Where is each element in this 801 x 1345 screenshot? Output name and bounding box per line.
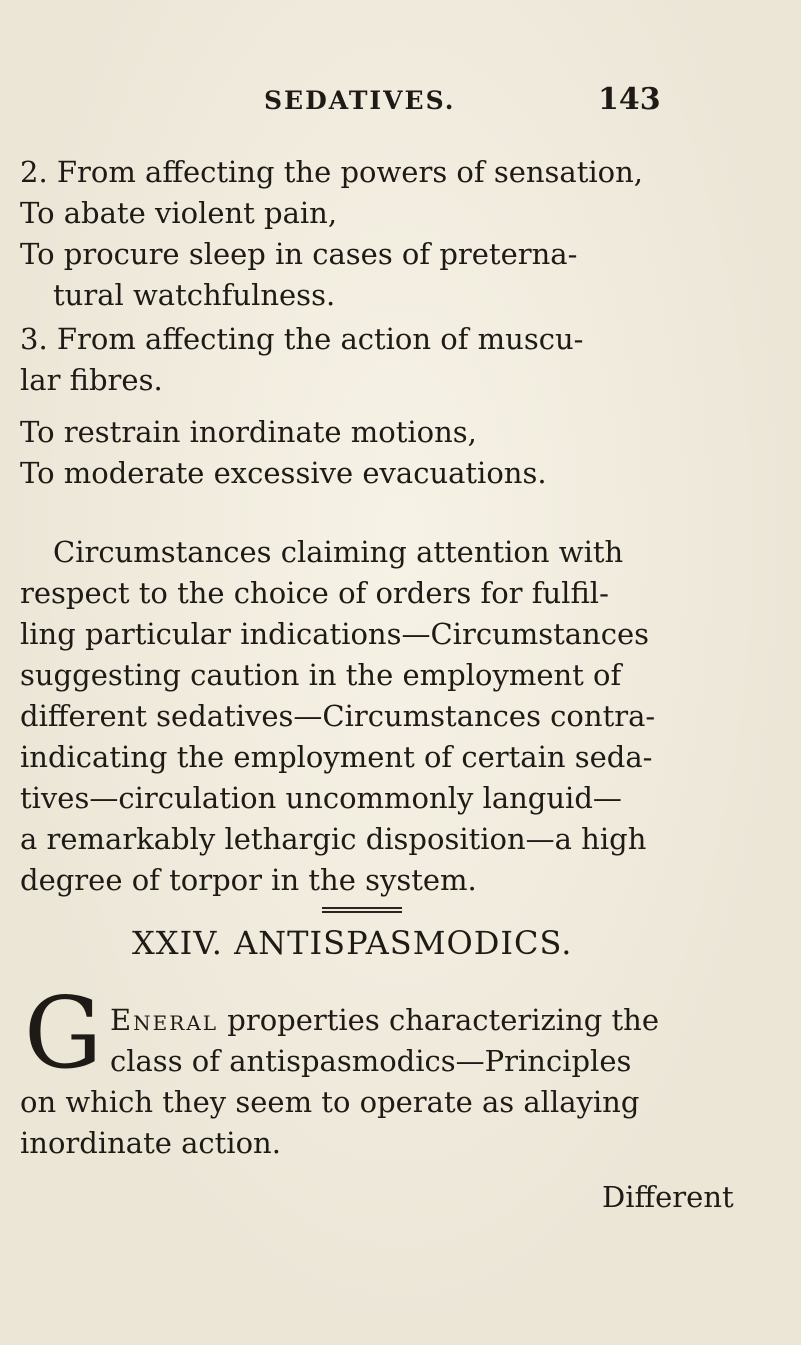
text-line: on which they seem to operate as allaying [20, 1085, 640, 1119]
text-line: To procure sleep in cases of preterna- [20, 237, 578, 271]
text-line: 3. From affecting the action of muscu- [20, 322, 584, 356]
text-line: different sedatives—Circumstances contra- [20, 699, 656, 733]
line-rest: properties characterizing the [218, 1003, 660, 1037]
running-head: SEDATIVES. [264, 86, 456, 115]
text-line: a remarkably lethargic disposition—a high [20, 822, 647, 856]
text-line: degree of torpor in the system. [20, 863, 477, 897]
section-divider [322, 907, 402, 917]
text-line: To moderate excessive evacuations. [20, 456, 547, 490]
text-line: lar fibres. [20, 363, 163, 397]
catchword: Different [602, 1180, 734, 1214]
section-title: XXIV. ANTISPASMODICS. [132, 924, 573, 962]
text-line: indicating the employment of certain seda- [20, 740, 653, 774]
antispasmodics-paragraph [20, 1000, 792, 1164]
muscular-heading [20, 319, 792, 401]
sensation-list [20, 152, 792, 316]
text-line: inordinate action. [20, 1126, 281, 1160]
page-header [256, 82, 676, 122]
text-line: To restrain inordinate motions, [20, 415, 477, 449]
muscular-list [20, 412, 792, 494]
text-line [20, 1000, 792, 1041]
text-line: class of antispasmodics—Principles [110, 1044, 632, 1078]
text-line: To abate violent pain, [20, 196, 338, 230]
circumstances-paragraph [20, 532, 792, 901]
text-line: 2. From affecting the powers of sensation, [20, 155, 644, 189]
text-line: suggesting caution in the employment of [20, 658, 622, 692]
text-line: tural watchfulness. [53, 278, 336, 312]
text-line: tives—circulation uncommonly languid— [20, 781, 622, 815]
first-word-rest: Eneral [110, 1003, 219, 1037]
text-line: Circumstances claiming attention with [53, 535, 624, 569]
divider-rule [322, 907, 402, 909]
page-number: 143 [598, 82, 661, 117]
drop-cap: G [24, 977, 103, 1091]
text-line: ling particular indications—Circumstances [20, 617, 650, 651]
text-line: respect to the choice of orders for fulfil- [20, 576, 609, 610]
divider-rule [322, 911, 402, 913]
